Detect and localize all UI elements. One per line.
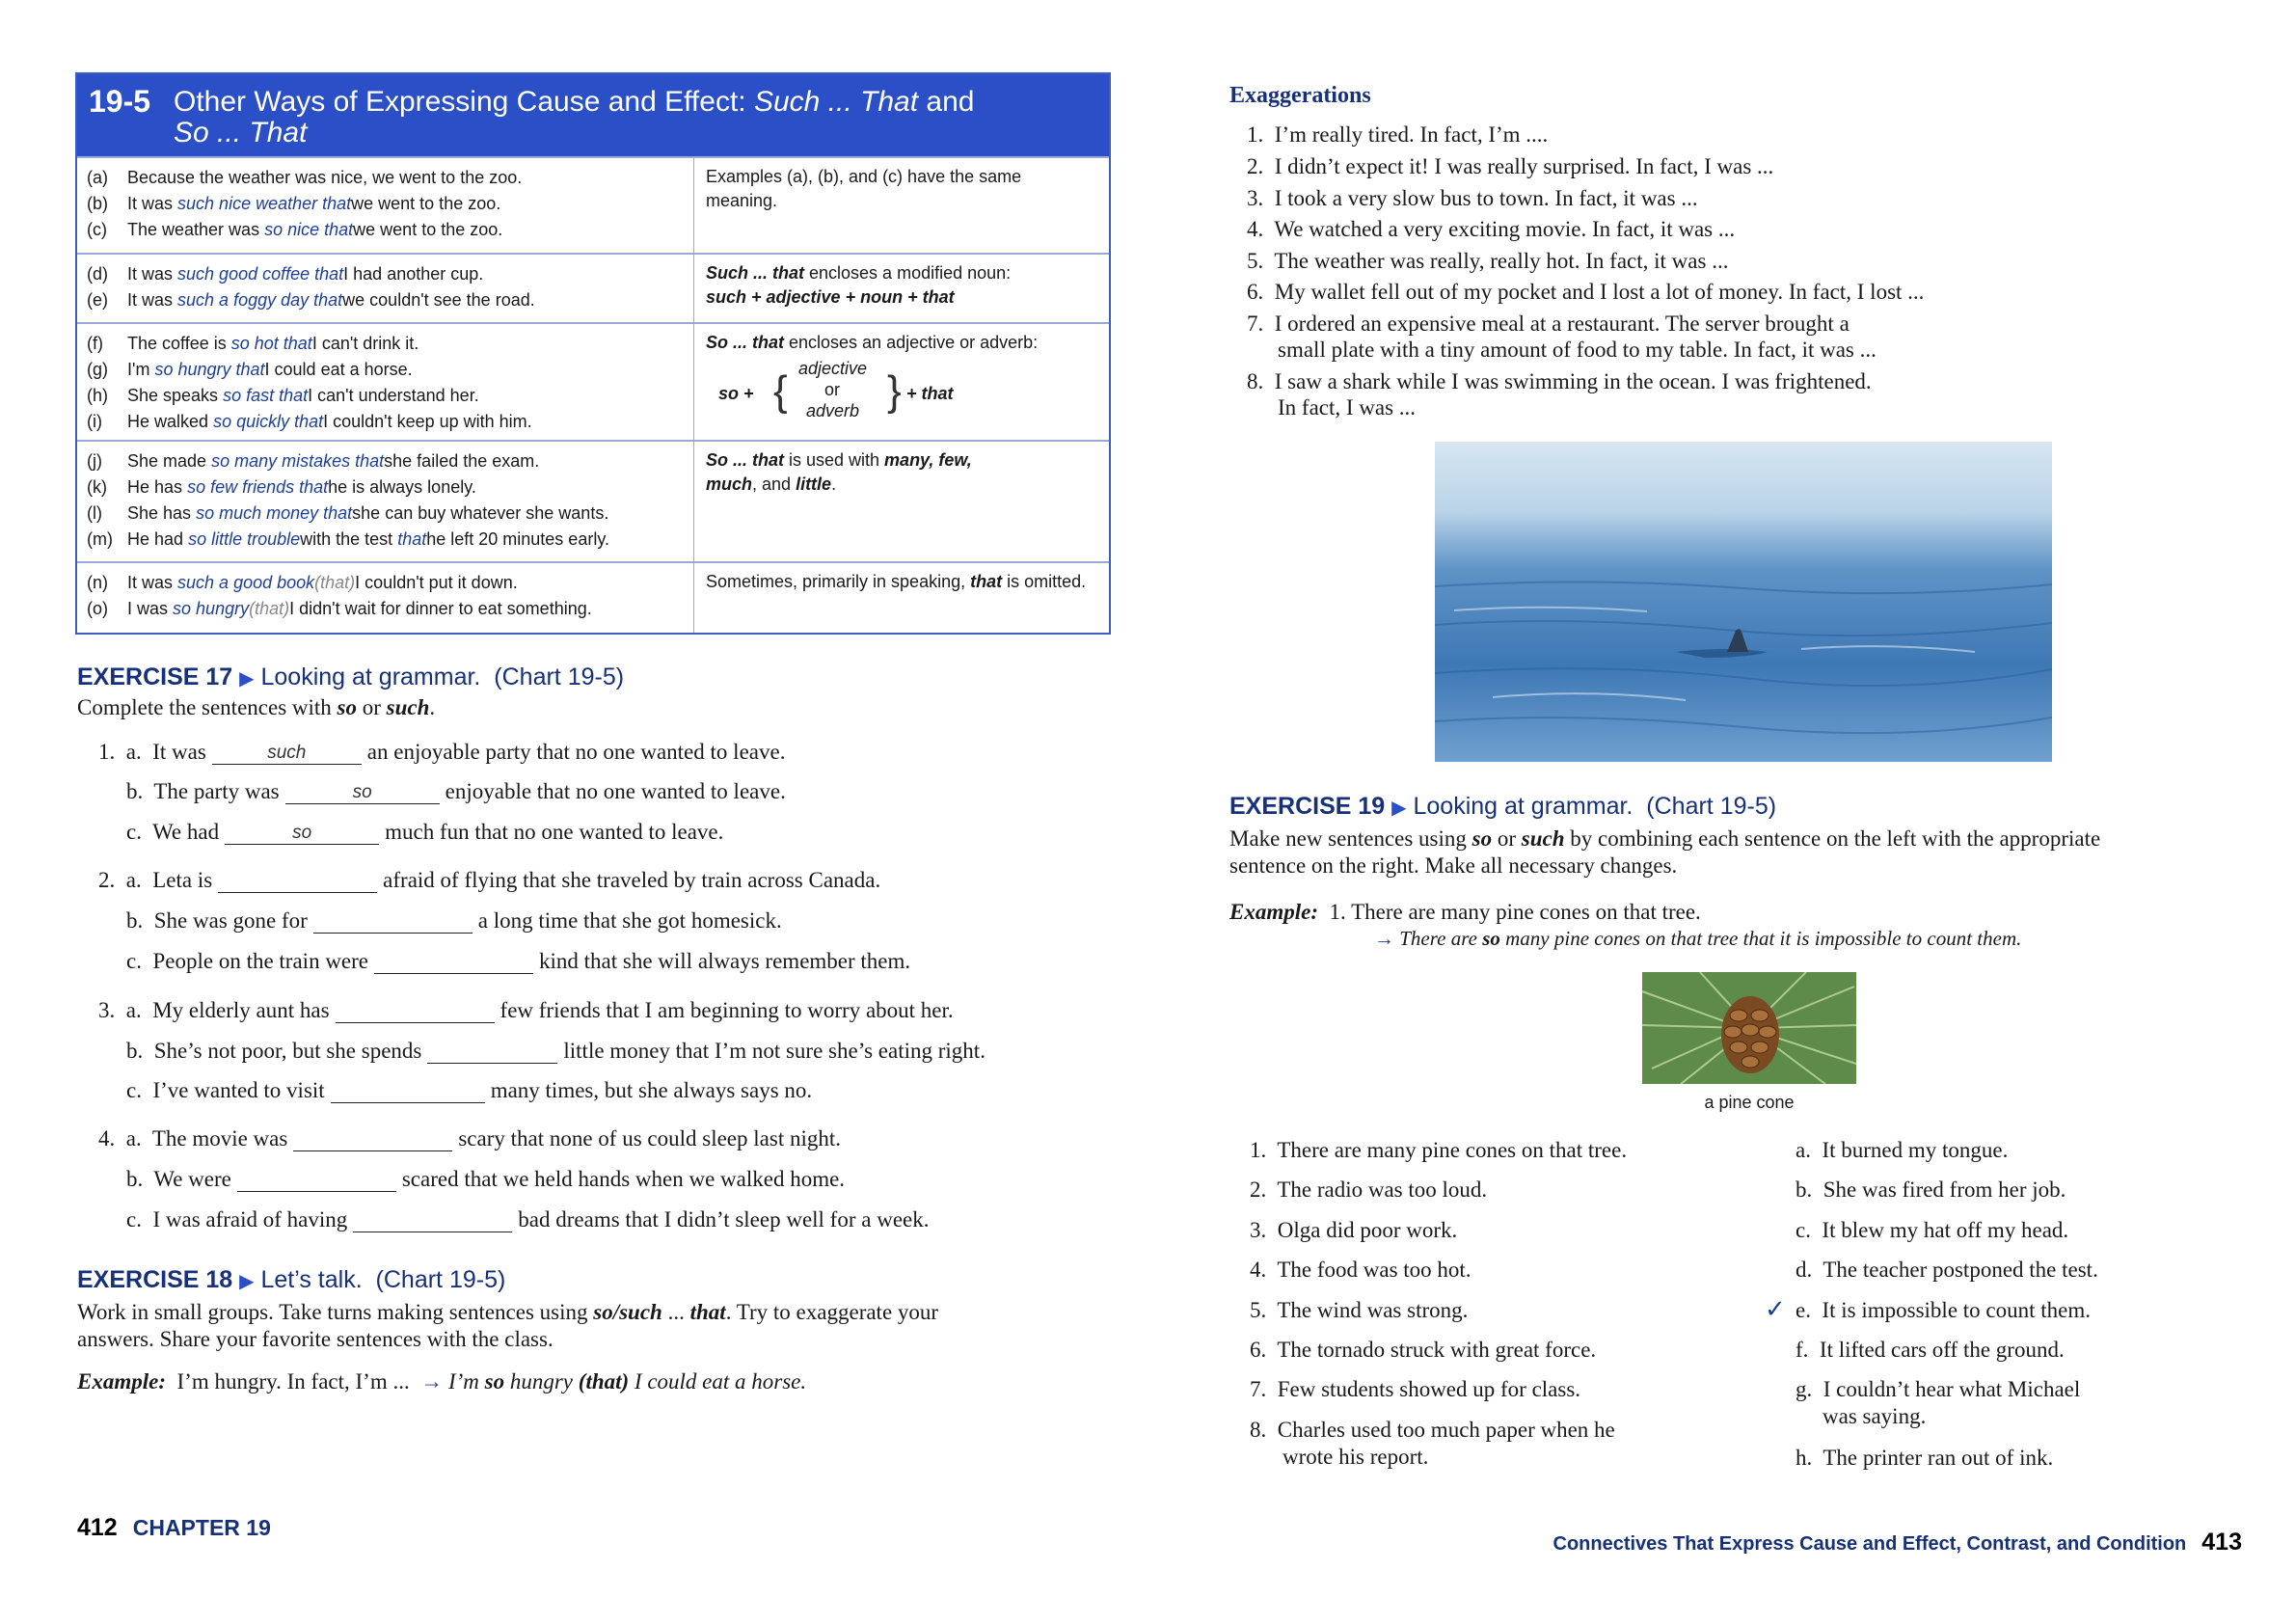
match-left-item: 7. Few students showed up for class. xyxy=(1250,1377,1581,1401)
chart-example: (c) The weather was so nice that we went to the zoo. xyxy=(87,220,503,239)
chart-note: Examples (a), (b), and (c) have the same meaning. xyxy=(706,167,1022,210)
match-left-item: 5. The wind was strong. xyxy=(1250,1298,1469,1322)
exercise-item: c. I’ve wanted to visit many times, but she always says no. xyxy=(126,1078,813,1102)
page-footer-left: 412 CHAPTER 19 xyxy=(77,1514,271,1541)
list-item: 8. I saw a shark while I was swimming in the ocean. I was frightened. xyxy=(1247,369,1872,393)
exercise-19-instructions: Make new sentences using so or such by combining each sentence on the left with the appropriate sentence on the right. Make all necessary changes. xyxy=(1229,826,2101,878)
answer-blank[interactable] xyxy=(218,869,377,893)
exercise-18-example: Example: I’m hungry. In fact, I’m ... → I’m so hungry (that) I could eat a horse. xyxy=(77,1369,807,1394)
list-item: 2. I didn’t expect it! I was really surprised. In fact, I was ... xyxy=(1247,154,1774,178)
chart-row xyxy=(77,561,1109,633)
exercise-item: b. The party was so enjoyable that no one wanted to leave. xyxy=(126,779,786,803)
match-left-item: 1. There are many pine cones on that tree. xyxy=(1250,1138,1628,1162)
answer-blank[interactable]: so xyxy=(285,780,440,804)
match-left-item: 3. Olga did poor work. xyxy=(1250,1218,1458,1242)
chart-row xyxy=(77,156,1109,253)
exercise-item: c. We had so much fun that no one wanted to leave. xyxy=(126,820,724,844)
exercise-item: 2. a. Leta is afraid of flying that she traveled by train across Canada. xyxy=(98,868,881,892)
match-right-item: g. I couldn’t hear what Michael xyxy=(1796,1377,2081,1401)
list-item: 4. We watched a very exciting movie. In fact, it was ... xyxy=(1247,217,1736,241)
chart-example: (n) It was such a good book (that) I couldn't put it down. xyxy=(87,573,518,592)
exercise-item: 4. a. The movie was scary that none of us could sleep last night. xyxy=(98,1126,841,1150)
match-left-item-continued: wrote his report. xyxy=(1282,1445,1429,1469)
exercise-17-title: EXERCISE 17 ▶ Looking at grammar. (Chart 19-5) xyxy=(77,663,625,690)
chart-title-line2: So ... That xyxy=(174,117,308,149)
exaggerations-heading: Exaggerations xyxy=(1229,83,1371,108)
exercise-item: c. I was afraid of having bad dreams that I didn’t sleep well for a week. xyxy=(126,1207,930,1232)
answer-blank[interactable] xyxy=(237,1168,396,1192)
answer-blank[interactable] xyxy=(331,1079,485,1103)
exercise-item: 1. a. It was such an enjoyable party that no one wanted to leave. xyxy=(98,740,786,764)
exercise-17-instructions: Complete the sentences with so or such. xyxy=(77,695,436,719)
page-footer-right: Connectives That Express Cause and Effect, Contrast, and Condition 413 xyxy=(1552,1529,2242,1556)
match-right-item: a. It burned my tongue. xyxy=(1796,1138,2009,1162)
answer-blank[interactable] xyxy=(427,1040,557,1064)
chart-title: Other Ways of Expressing Cause and Effect: Such ... That and xyxy=(174,86,975,118)
chart-example: (g) I'm so hungry that I could eat a horse. xyxy=(87,360,413,379)
chart-example: (a) Because the weather was nice, we went to the zoo. xyxy=(87,168,523,187)
answer-blank[interactable] xyxy=(374,950,533,974)
exercise-18-title: EXERCISE 18 ▶ Let’s talk. (Chart 19-5) xyxy=(77,1266,506,1293)
chart-example: (k) He has so few friends that he is always lonely. xyxy=(87,477,476,497)
match-right-item: f. It lifted cars off the ground. xyxy=(1796,1338,2065,1362)
answer-blank[interactable]: such xyxy=(212,741,362,765)
answer-blank[interactable] xyxy=(293,1127,452,1151)
exercise-19-example-answer: → There are so many pine cones on that tree that it is impossible to count them. xyxy=(1374,927,2022,950)
chart-row xyxy=(77,440,1109,561)
chart-row xyxy=(77,253,1109,322)
pine-cone-photo xyxy=(1642,972,1856,1084)
grammar-chart xyxy=(75,72,1111,635)
match-left-item: 8. Charles used too much paper when he xyxy=(1250,1418,1615,1442)
list-item-continued: small plate with a tiny amount of food to my table. In fact, it was ... xyxy=(1278,338,1876,362)
match-right-item: h. The printer ran out of ink. xyxy=(1796,1446,2054,1470)
formula: so + { adjective or adverb } + that xyxy=(718,359,954,420)
exercise-item: c. People on the train were kind that she will always remember them. xyxy=(126,949,911,973)
list-item: 1. I’m really tired. In fact, I’m .... xyxy=(1247,122,1549,147)
chart-header xyxy=(77,74,1109,156)
list-item: 6. My wallet fell out of my pocket and I lost a lot of money. In fact, I lost ... xyxy=(1247,280,1925,304)
chart-example: (h) She speaks so fast that I can't understand her. xyxy=(87,386,479,405)
arrow-icon: → xyxy=(1374,927,1394,950)
exercise-19-title: EXERCISE 19 ▶ Looking at grammar. (Chart 19-5) xyxy=(1229,793,1777,820)
exercise-item: b. She was gone for a long time that she got homesick. xyxy=(126,908,782,933)
list-item: 5. The weather was really, really hot. In fact, it was ... xyxy=(1247,249,1729,273)
match-right-item: c. It blew my hat off my head. xyxy=(1796,1218,2069,1242)
chart-example: (b) It was such nice weather that we went to the zoo. xyxy=(87,194,501,213)
shark-fin-photo xyxy=(1435,442,2052,762)
list-item-continued: In fact, I was ... xyxy=(1278,395,1417,420)
chart-note: Sometimes, primarily in speaking, that is omitted. xyxy=(706,572,1087,591)
answer-blank[interactable]: so xyxy=(225,821,379,845)
match-left-item: 4. The food was too hot. xyxy=(1250,1258,1472,1282)
chart-note: So ... that encloses an adjective or adverb: so + { adjective or adverb } + that xyxy=(694,324,1109,440)
exercise-18-instructions: Work in small groups. Take turns making sentences using so/such ... that. Try to exaggerate your answers. Share your favorite sentences with the class. xyxy=(77,1300,939,1351)
chart-example: (e) It was such a foggy day that we couldn't see the road. xyxy=(87,290,535,310)
match-right-item: b. She was fired from her job. xyxy=(1796,1177,2066,1202)
match-left-item: 6. The tornado struck with great force. xyxy=(1250,1338,1597,1362)
match-right-item: d. The teacher postponed the test. xyxy=(1796,1258,2098,1282)
chart-example: (l) She has so much money that she can buy whatever she wants. xyxy=(87,503,609,523)
chart-note: Such ... that encloses a modified noun: such + adjective + noun + that xyxy=(706,263,1012,307)
exercise-19-example: Example: 1. There are many pine cones on that tree. xyxy=(1229,900,1701,924)
answer-blank[interactable] xyxy=(353,1208,512,1232)
list-item: 3. I took a very slow bus to town. In fact, it was ... xyxy=(1247,186,1698,210)
check-icon: ✓ xyxy=(1765,1295,1786,1323)
chart-example: (m) He had so little trouble with the test that he left 20 minutes early. xyxy=(87,529,609,549)
chart-number: 19-5 xyxy=(89,84,151,119)
chart-note: So ... that is used with many, few, much, and little. xyxy=(706,450,972,494)
chart-example: (j) She made so many mistakes that she failed the exam. xyxy=(87,451,540,471)
exercise-item: b. We were scared that we held hands when we walked home. xyxy=(126,1167,846,1191)
answer-blank[interactable] xyxy=(313,909,472,934)
exercise-item: b. She’s not poor, but she spends little money that I’m not sure she’s eating right. xyxy=(126,1039,986,1063)
match-left-item: 2. The radio was too loud. xyxy=(1250,1177,1488,1202)
chart-row xyxy=(77,322,1109,440)
match-right-item: e. It is impossible to count them. xyxy=(1796,1298,2092,1322)
chart-example: (d) It was such good coffee that I had another cup. xyxy=(87,264,484,284)
arrow-icon: → xyxy=(420,1369,444,1394)
match-right-item-continued: was saying. xyxy=(1822,1404,1927,1428)
answer-blank[interactable] xyxy=(336,999,495,1023)
exercise-item: 3. a. My elderly aunt has few friends that I am beginning to worry about her. xyxy=(98,998,954,1022)
image-caption: a pine cone xyxy=(1704,1093,1795,1112)
list-item: 7. I ordered an expensive meal at a restaurant. The server brought a xyxy=(1247,311,1850,336)
chart-example: (f) The coffee is so hot that I can't drink it. xyxy=(87,334,419,353)
chart-example: (i) He walked so quickly that I couldn't keep up with him. xyxy=(87,412,532,431)
chart-example: (o) I was so hungry (that) I didn't wait for dinner to eat something. xyxy=(87,599,592,618)
right-page xyxy=(1148,0,2295,1624)
